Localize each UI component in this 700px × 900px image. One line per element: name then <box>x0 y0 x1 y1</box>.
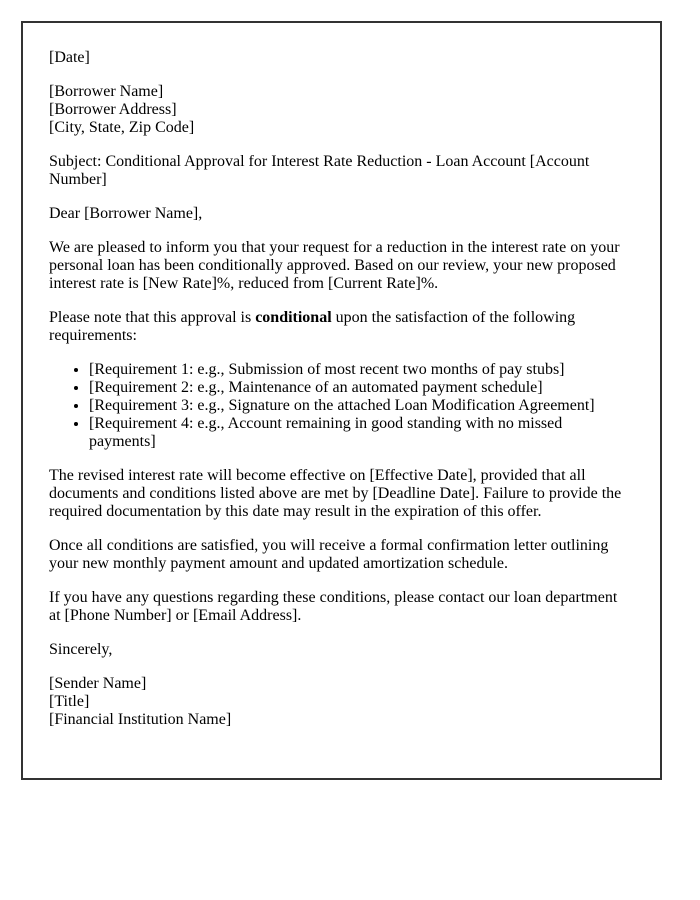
effective-date-paragraph: The revised interest rate will become effective on [Effective Date], provided that all documents and conditions listed above are met by [Deadline Date]. Failure to provide the required documentation by this date may result in the expiration of this offer. <box>49 467 622 520</box>
conditional-text-after: upon the satisfaction of the following requirements: <box>49 309 576 344</box>
requirements-list <box>49 361 630 451</box>
sender-organization: [Financial Institution Name] <box>49 711 232 728</box>
requirement-item-3: • [Requirement 3: e.g., Signature on the attached Loan Modification Agreement] <box>89 397 630 415</box>
conditional-text-before: Please note that this approval is <box>49 309 256 326</box>
requirement-item-4: • [Requirement 4: e.g., Account remaining in good standing with no missed payments] <box>89 415 630 451</box>
recipient-block <box>49 83 630 137</box>
recipient-city-state-zip: [City, State, Zip Code] <box>49 119 195 136</box>
salutation: Dear [Borrower Name], <box>49 205 203 222</box>
sender-name: [Sender Name] <box>49 675 147 692</box>
subject-line: Subject: Conditional Approval for Interest Rate Reduction - Loan Account [Account Number] <box>49 153 590 188</box>
intro-paragraph: We are pleased to inform you that your request for a reduction in the interest rate on your personal loan has been conditionally approved. Based on our review, your new proposed interest rate is [New Rate]%, reduced from [Current Rate]%. <box>49 239 620 292</box>
questions-paragraph: If you have any questions regarding these conditions, please contact our loan department at [Phone Number] or [Email Address]. <box>49 589 618 624</box>
recipient-name: [Borrower Name] <box>49 83 164 100</box>
signature-block <box>49 675 630 729</box>
letter-date: [Date] <box>49 49 90 66</box>
requirement-item-1: • [Requirement 1: e.g., Submission of most recent two months of pay stubs] <box>89 361 630 379</box>
requirement-item-2: • [Requirement 2: e.g., Maintenance of an automated payment schedule] <box>89 379 630 397</box>
closing: Sincerely, <box>49 641 113 658</box>
conditional-paragraph <box>49 309 630 345</box>
sender-title: [Title] <box>49 693 90 710</box>
confirmation-paragraph: Once all conditions are satisfied, you will receive a formal confirmation letter outlining your new monthly payment amount and updated amortization schedule. <box>49 537 609 572</box>
letter-page <box>21 21 662 780</box>
recipient-address: [Borrower Address] <box>49 101 177 118</box>
conditional-emphasis: conditional <box>255 309 332 326</box>
